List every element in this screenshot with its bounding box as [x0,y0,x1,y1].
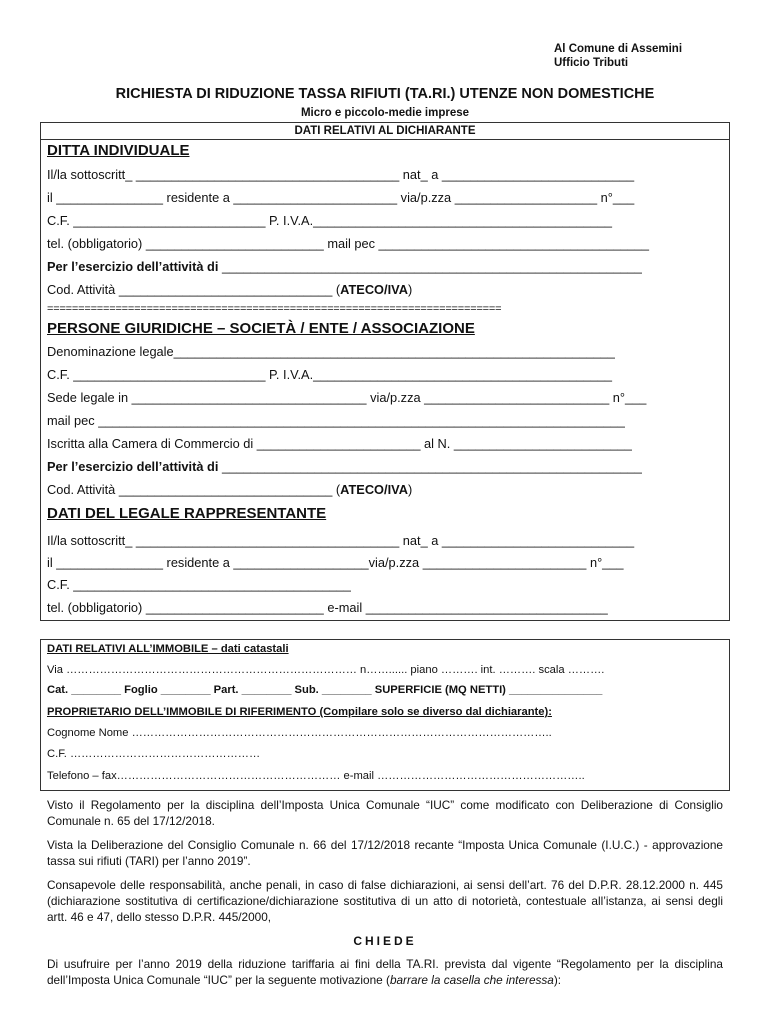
persone-line-camera-commercio[interactable]: Iscritta alla Camera di Commercio di _______________________ al N. _________________________ [47,436,632,451]
proprietario-line-cf[interactable]: C.F. …………………………………………… [47,748,261,760]
ditta-line-residenza[interactable]: il _______________ residente a _______________________ via/p.zza ____________________ n°___ [47,190,635,205]
paragraph-deliberazione: Vista la Deliberazione del Consiglio Comunale n. 66 del 17/12/2018 recante “Imposta Unica Comunale (I.U.C.) - approvazione tassa sui rifiuti (TARI) per l’anno 2019”. [47,838,723,868]
immobile-heading: DATI RELATIVI ALL’IMMOBILE – dati catastali [47,643,289,655]
persone-line-attivita[interactable] [47,459,642,474]
richiesta-italic-note: barrare la casella che interessa [389,973,554,987]
legale-line-residenza[interactable]: il _______________ residente a ___________________via/p.zza _______________________ n°___ [47,555,624,570]
recipient-line-2: Ufficio Tributi [554,57,629,69]
persone-line-cod-attivita[interactable] [47,482,412,497]
persone-line-cf-piva[interactable]: C.F. ___________________________ P. I.V.A.__________________________________________ [47,367,613,382]
paren-close: ) [407,282,413,297]
cod-attivita-field[interactable]: Cod. Attività ______________________________ ( [47,482,341,497]
recipient-line-1: Al Comune di Assemini [554,43,683,55]
cod-attivita-field[interactable]: Cod. Attività ______________________________ ( [47,282,341,297]
persone-line-denominazione[interactable]: Denominazione legale______________________________________________________________ [47,344,615,359]
immobile-line-via[interactable]: Via …………………………………………………………………… n……...... piano ………. int. ………. scala ………. [47,664,605,676]
persone-line-pec[interactable]: mail pec __________________________________________________________________________ [47,413,625,428]
immobile-line-catasto[interactable]: Cat. ________ Foglio ________ Part. ________ Sub. ________ SUPERFICIE (MQ NETTI) _______________ [47,684,603,696]
proprietario-heading: PROPRIETARIO DELL’IMMOBILE DI RIFERIMENTO (Compilare solo se diverso dal dichiarante): [47,706,552,718]
richiesta-text: Di usufruire per l’anno 2019 della riduzione tariffaria ai fini della TA.RI. prevista dal vigente “Regolamento per la disciplina dell’Imposta Unica Comunale “IUC” per la seguente motivazione ( [47,957,723,987]
ditta-line-tel-pec[interactable]: tel. (obbligatorio) _________________________ mail pec ______________________________________ [47,236,650,251]
ditta-line-cod-attivita[interactable] [47,282,412,297]
ditta-line-attivita[interactable] [47,259,642,274]
chiede-heading: CHIEDE [353,934,417,948]
legale-line-sottoscritto[interactable]: Il/la sottoscritt_ _____________________________________ nat_ a ___________________________ [47,533,635,548]
ditta-line-sottoscritto[interactable]: Il/la sottoscritt_ _____________________________________ nat_ a ___________________________ [47,167,635,182]
proprietario-line-telefono[interactable]: Telefono – fax…………………………………………………… e-mail ……………………………………………….. [47,770,585,782]
legale-rappresentante-heading: DATI DEL LEGALE RAPPRESENTANTE [47,505,327,522]
paren-close: ) [407,482,413,497]
separator-line: ========================================================================= [47,303,502,315]
ditta-line-cf-piva[interactable]: C.F. ___________________________ P. I.V.A.__________________________________________ [47,213,613,228]
persone-giuridiche-heading: PERSONE GIURIDICHE – SOCIETÀ / ENTE / ASSOCIAZIONE [47,320,475,337]
paragraph-consapevole: Consapevole delle responsabilità, anche penali, in caso di false dichiarazioni, ai sensi dell’art. 76 del D.P.R. 28.12.2000 n. 445 (dichiarazione sostitutiva di certificazione/dichiarazione sostitutiva di un atto di notorietà, contestuale all’istanza, ai sensi degli artt. 46 e 47, dello stesso D.P.R. 445/2000, [47,878,723,924]
legale-line-tel-email[interactable]: tel. (obbligatorio) _________________________ e-mail __________________________________ [47,600,608,615]
richiesta-end: ): [553,973,562,987]
attivita-label: Per l’esercizio dell’attività di [47,459,219,474]
form-title: RICHIESTA DI RIDUZIONE TASSA RIFIUTI (TA.RI.) UTENZE NON DOMESTICHE [115,86,655,102]
paragraph-richiesta [47,956,723,988]
dichiarante-bar: DATI RELATIVI AL DICHIARANTE [41,123,729,140]
persone-line-sede[interactable]: Sede legale in _________________________________ via/p.zza __________________________ n°___ [47,390,647,405]
attivita-label: Per l’esercizio dell’attività di [47,259,219,274]
attivita-field[interactable]: ___________________________________________________________ [218,459,642,474]
ateco-label: ATECO/IVA [340,482,408,497]
attivita-field[interactable]: ___________________________________________________________ [218,259,642,274]
legale-line-cf[interactable]: C.F. _______________________________________ [47,577,351,592]
paragraph-regolamento: Visto il Regolamento per la disciplina dell’Imposta Unica Comunale “IUC” come modificato con Deliberazione di Consiglio Comunale n. 65 del 17/12/2018. [47,798,723,828]
ditta-individuale-heading: DITTA INDIVIDUALE [47,142,190,159]
form-subtitle: Micro e piccolo-medie imprese [300,107,470,119]
ateco-label: ATECO/IVA [340,282,408,297]
proprietario-line-cognome[interactable]: Cognome Nome ………………………………………………………………………………………………….. [47,727,552,739]
